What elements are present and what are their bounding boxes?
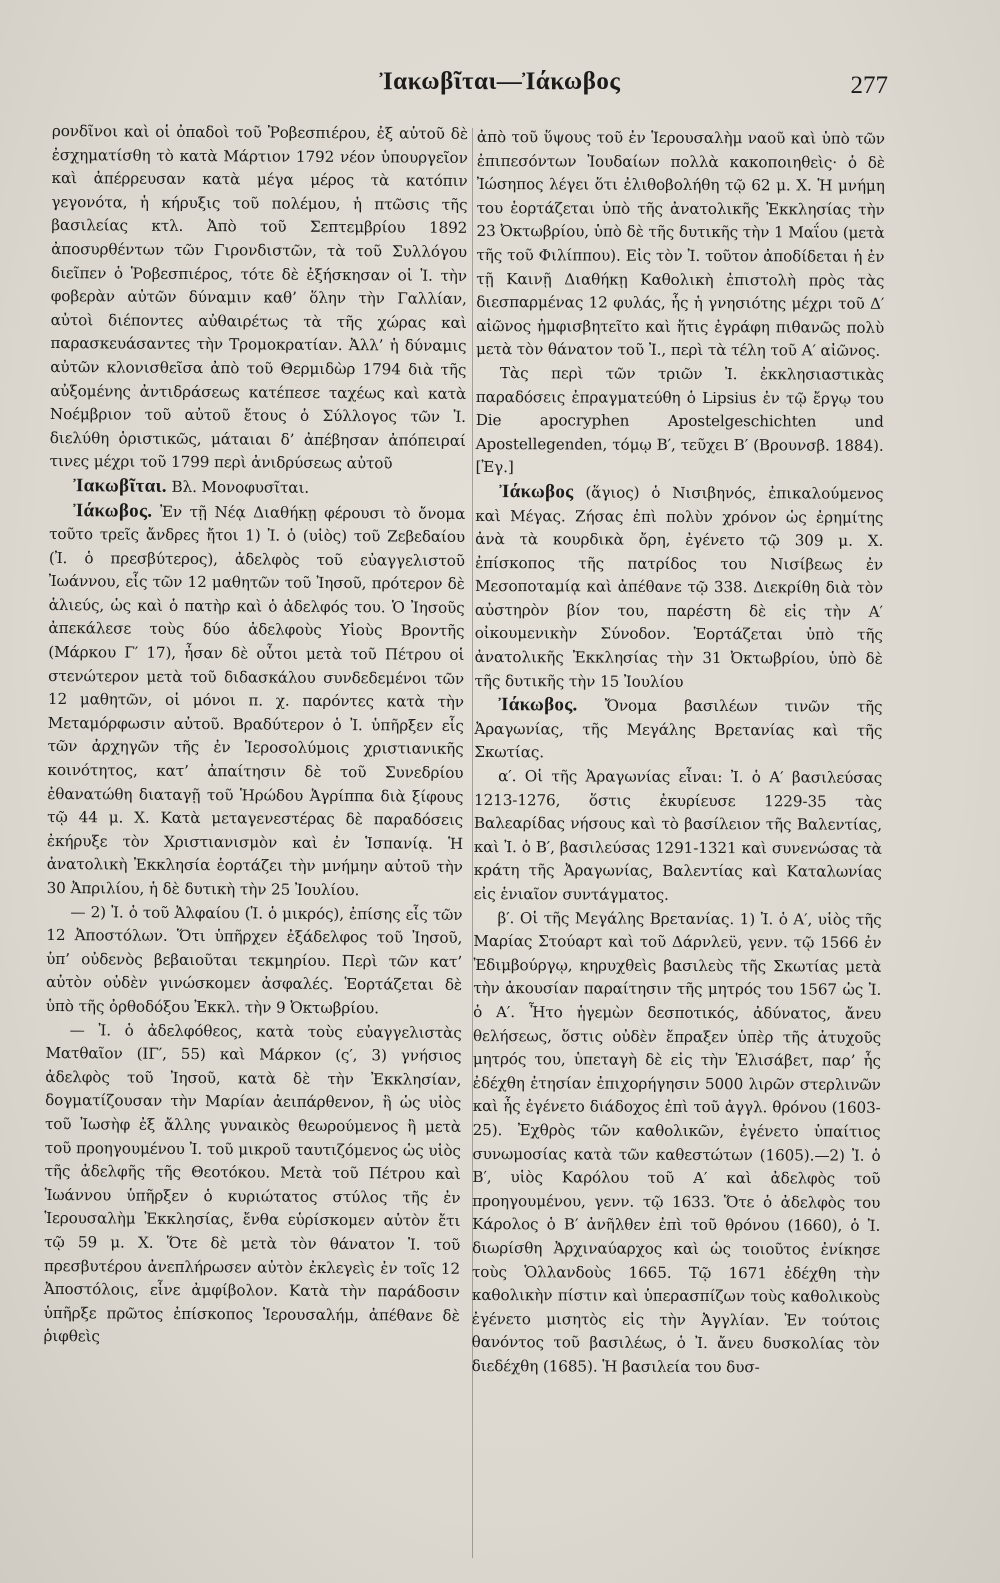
paragraph-text: ρονδῖνοι καὶ οἱ ὀπαδοὶ τοῦ Ῥοβεσπιέρου, ἐξ αὐτοῦ δὲ ἐσχηματίσθη τὸ κατὰ Μάρτιον 1792 νέον ὑπουργεῖον καὶ ἀπέρρευσαν κατὰ μέγα μέρος τὰ κατόπιν γεγονότα, ἡ κήρυξις τοῦ πολέμου, ἡ πτῶσις τῆς βασιλείας κτλ. Ἀπὸ τοῦ Σεπτεμβρίου 1892 ἀποσυρθέντων τῶν Γιρονδιστῶν, τὰ τοῦ Συλλόγου διεῖπεν ὁ Ῥοβεσπιέρος, τότε δὲ ἐξήσκησαν οἱ Ἰ. τὴν φοβερὰν αὐτῶν δύναμιν καθ’ ὅλην τὴν Γαλλίαν, αὐτοὶ διέποντες αὐθαιρέτως τὰ τῆς χώρας καὶ παρασκευάσαντες τὴν Τρομοκρατίαν. Ἀλλ’ ἡ δύναμις αὐτῶν κλονισθεῖσα ἀπὸ τοῦ Θερμιδὼρ 1794 διὰ τῆς αὐξομένης ἀντιδράσεως κατέπεσε ταχέως καὶ κατὰ Νοέμβριον τοῦ αὐτοῦ ἔτους ὁ Σύλλογος τῶν Ἰ. διελύθη ὁριστικῶς, μάταιαι δ’ ἀπέβησαν ἀπόπειραί τινες μέχρι τοῦ 1799 περὶ ἀνιδρύσεως αὐτοῦ — [49, 121, 468, 473]
paragraph-text: — Ἰ. ὁ ἀδελφόθεος, κατὰ τοὺς εὐαγγελιστὰς Ματθαῖον (ΙΓ′, 55) καὶ Μάρκον (ς′, 3) γνήσιος ἀδελφὸς τοῦ Ἰησοῦ, κατὰ δὲ τὴν Ἐκκλησίαν, δογματίζουσαν τὴν Μαρίαν ἀειπάρθενον, ἢ ὡς υἱὸς τοῦ Ἰωσὴφ ἐξ ἄλλης γυναικὸς θεωρούμενος ἢ μετὰ τοῦ προηγουμένου Ἰ. τοῦ μικροῦ ταυτιζόμενος ὡς υἱὸς τῆς ἀδελφῆς τῆς Θεοτόκου. Μετὰ τοῦ Πέτρου καὶ Ἰωάννου ὑπῆρξεν ὁ κυριώτατος στύλος τῆς ἐν Ἱερουσαλὴμ Ἐκκλησίας, ἔνθα εὑρίσκομεν αὐτὸν ἔτι τῷ 59 μ. Χ. Ὅτε δὲ μετὰ τὸν θάνατον Ἰ. τοῦ πρεσβυτέρου ἀνεπλήρωσεν αὐτὸν ἐκλεγεὶς ἐν τοῖς 12 Ἀποστόλοις, εἶνε ἀμφίβολον. Κατὰ τὴν παράδοσιν ὑπῆρξε πρῶτος ἐπίσκοπος Ἱερουσαλήμ, ἀπέθανε δὲ ῥιφθεὶς — [43, 1020, 462, 1346]
paragraph-continuation — [50, 120, 468, 477]
entry-iakobitai — [49, 474, 465, 501]
paragraph-text: ἀπὸ τοῦ ὕψους τοῦ ἐν Ἱερουσαλὴμ ναοῦ καὶ ὑπὸ τῶν ἐπιπεσόντων Ἰουδαίων πολλὰ κακοποιηθεὶς· ὁ δὲ Ἰώσηπος λέγει ὅτι ἐλιθοβολήθη τῷ 62 μ. Χ. Ἡ μνήμη του ἑορτάζεται ὑπὸ τῆς ἀνατολικῆς Ἐκκλησίας τὴν 23 Ὀκτωβρίου, ὑπὸ δὲ τῆς δυτικῆς τὴν 1 Μαΐου (μετὰ τῆς τοῦ Φιλίππου). Εἰς τὸν Ἰ. τοῦτον ἀποδίδεται ἡ ἐν τῇ Καινῇ Διαθήκῃ Καθολικὴ ἐπιστολὴ πρὸς τὰς διεσπαρμένας 12 φυλάς, ἧς ἡ γνησιότης μέχρι τοῦ Δ′ αἰῶνος ἠμφισβητεῖτο καὶ ἥτις ἐγράφη πιθανῶς πολὺ μετὰ τὸν θάνατον τοῦ Ἰ., περὶ τὰ τέλη τοῦ Α′ αἰῶνος. — [475, 127, 885, 361]
paragraph-text: — 2) Ἰ. ὁ τοῦ Ἀλφαίου (Ἰ. ὁ μικρός), ἐπίσης εἷς τῶν 12 Ἀποστόλων. Ὅτι ὑπῆρχεν ἐξάδελφος τοῦ Ἰησοῦ, ὑπ’ οὐδενὸς βεβαιοῦται τεκμηρίου. Περὶ τῶν κατ’ αὐτὸν οὐδὲν γινώσκομεν ἀσφαλές. Ἑορτάζεται δὲ ὑπὸ τῆς ὀρθοδόξου Ἐκκλ. τὴν 9 Ὀκτωβρίου. — [45, 902, 463, 1018]
paragraph-continuation — [476, 126, 885, 364]
entry-text: (ἅγιος) ὁ Νισιβηνός, ἐπικαλούμενος καὶ Μέγας. Ζήσας ἐπὶ πολὺν χρόνον ὡς ἐρημίτης ἀνὰ τὰ κουρδικὰ ὄρη, ἐγένετο τῷ 309 μ. Χ. ἐπίσκοπος τῆς πατρίδος του Νισίβεως ἐν Μεσοποταμίᾳ καὶ ἀπέθανε τῷ 338. Διεκρίθη διὰ τὸν αὐστηρὸν βίον του, παρέστη δὲ εἰς τὴν Α′ οἰκουμενικὴν Σύνοδον. Ἑορτάζεται ὑπὸ τῆς ἀνατολικῆς Ἐκκλησίας τὴν 31 Ὀκτωβρίου, ὑπὸ δὲ τῆς δυτικῆς τὴν 15 Ἰουλίου — [474, 483, 884, 691]
paragraph-britain — [472, 907, 882, 1381]
entry-headword: Ἰακωβῖται. — [73, 475, 167, 497]
right-column — [472, 126, 885, 1380]
paragraph-adelphotheos — [43, 1019, 461, 1352]
entry-headword: Ἰάκωβος. — [73, 499, 153, 522]
paragraph-lipsius — [475, 362, 884, 482]
entry-headword: Ἰάκωβος — [499, 481, 574, 503]
entry-iakobos-nt — [47, 498, 466, 903]
paragraph-text: Τὰς περὶ τῶν τριῶν Ἰ. ἐκκλησιαστικὰς παραδόσεις ἐπραγματεύθη ὁ Lipsius ἐν τῷ ἔργῳ του Die apocryphen Apostelgeschichten und Apostellegenden, τόμῳ Β′, τεῦχει Β′ (Βρουνσβ. 1884). [Ἐγ.] — [475, 364, 884, 477]
paragraph-alphaeus — [46, 901, 463, 1022]
entry-text: Βλ. Μονοφυσῖται. — [171, 477, 310, 497]
entry-headword: Ἰάκωβος. — [498, 694, 578, 716]
paragraph-text: β′. Οἱ τῆς Μεγάλης Βρετανίας. 1) Ἰ. ὁ Α′, υἱὸς τῆς Μαρίας Στούαρτ καὶ τοῦ Δάρνλεϋ, γενν. τῷ 1566 ἐν Ἐδιμβούργῳ, κηρυχθεὶς βασιλεὺς τῆς Σκωτίας μετὰ τὴν ἀκουσίαν παραίτησιν τῆς μητρός του 1567 ὡς Ἰ. ὁ Α′. Ἦτο ἡγεμὼν δεσποτικός, ἀδύνατος, ἄνευ θελήσεως, ὅστις οὐδὲν ἔπραξεν ὑπὲρ τῆς ἀτυχοῦς μητρός του, ὑπεταγὴ δὲ εἰς τὴν Ἐλισάβετ, παρ’ ἧς ἐδέχθη ἐτησίαν ἐπιχορήγησιν 5000 λιρῶν στερλινῶν καὶ ἧς ἐγένετο διάδοχος ἐπὶ τοῦ ἀγγλ. θρόνου (1603-25). Ἐχθρὸς τῶν καθολικῶν, ἐγένετο ὑπαίτιος συνωμοσίας κατὰ τῶν καθεστώτων (1605).—2) Ἰ. ὁ Β′, υἱὸς Καρόλου τοῦ Α′ καὶ ἀδελφὸς τοῦ προηγουμένου, γενν. τῷ 1633. Ὅτε ὁ ἀδελφὸς του Κάρολος ὁ Β′ ἀνῆλθεν ἐπὶ τοῦ θρόνου (1660), ὁ Ἰ. διωρίσθη Ἀρχιναύαρχος καὶ ὡς τοιοῦτος ἐνίκησε τοὺς Ὁλλανδοὺς 1665. Τῷ 1671 ἐδέχθη τὴν καθολικὴν πίστιν καὶ ὑπερασπίζων τοὺς καθολικοὺς ἐγένετο μισητὸς εἰς τὴν Ἀγγλίαν. Ἐν τούτοις θανόντος τοῦ βασιλέως, ὁ Ἰ. ἄνευ δυσκολίας τὸν διεδέχθη (1685). Ἡ βασιλεία του δυσ- — [471, 908, 882, 1377]
page-header — [0, 68, 1000, 108]
paragraph-aragon — [474, 765, 883, 908]
paragraph-text: α′. Οἱ τῆς Ἀραγωνίας εἶναι: Ἰ. ὁ Α′ βασιλεύσας 1213-1276, ὅστις ἐκυρίευσε 1229-35 τὰς Βαλεαρίδας νήσους καὶ τὸ βασίλειον τῆς Βαλεντίας, καὶ Ἰ. ὁ Β′, βασιλεύσας 1291-1321 καὶ συνενώσας τὰ κράτη τῆς Ἀραγωνίας, Βαλεντίας καὶ Καταλωνίας εἰς ἑνιαῖον συντάγματος. — [473, 767, 883, 904]
entry-iakobos-kings — [474, 693, 882, 767]
left-column — [43, 120, 468, 1352]
page-number: 277 — [850, 72, 888, 99]
entry-text: Ἐν τῇ Νέᾳ Διαθήκῃ φέρουσι τὸ ὄνομα τοῦτο τρεῖς ἄνδρες ἤτοι 1) Ἰ. ὁ (υἱὸς) τοῦ Ζεβεδαίου (Ἰ. ὁ πρεσβύτερος), ἀδελφὸς τοῦ εὐαγγελιστοῦ Ἰωάννου, εἷς τῶν 12 μαθητῶν τοῦ Ἰησοῦ, πρότερον δὲ ἁλιεύς, ὡς καὶ ὁ πατὴρ καὶ ὁ ἀδελφός του. Ὁ Ἰησοῦς ἀπεκάλεσε τοὺς δύο ἀδελφοὺς Υἱοὺς Βροντῆς (Μάρκου Γ′ 17), ἦσαν δὲ οὗτοι μετὰ τοῦ Πέτρου οἱ στενώτερον μετὰ τοῦ διδασκάλου συνδεδεμένοι τῶν 12 μαθητῶν, οἱ μόνοι π. χ. παρόντες κατὰ τὴν Μεταμόρφωσιν αὐτοῦ. Βραδύτερον ὁ Ἰ. ὑπῆρξεν εἷς τῶν ἀρχηγῶν τῆς ἐν Ἱεροσολύμοις χριστιανικῆς κοινότητος, κατ’ ἀπαίτησιν δὲ τοῦ Συνεδρίου ἐθανατώθη διαταγῇ τοῦ Ἡρώδου Ἀγρίππα διὰ ξίφους τῷ 44 μ. Χ. Κατὰ μεταγενεστέρας δὲ παραδόσεις ἐκήρυξε τὸν Χριστιανισμὸν καὶ ἐν Ἱσπανίᾳ. Ἡ ἀνατολικὴ Ἐκκλησία ἑορτάζει τὴν μνήμην αὐτοῦ τὴν 30 Ἀπριλίου, ἡ δὲ δυτικὴ τὴν 25 Ἰουλίου. — [46, 502, 466, 900]
entry-text: Ὄνομα βασιλέων τινῶν τῆς Ἀραγωνίας, τῆς Μεγάλης Βρετανίας καὶ τῆς Σκωτίας. — [474, 696, 883, 762]
entry-iakobos-nisibenos — [475, 480, 884, 695]
running-head: Ἰακωβῖται—Ἰάκωβος — [379, 68, 621, 95]
